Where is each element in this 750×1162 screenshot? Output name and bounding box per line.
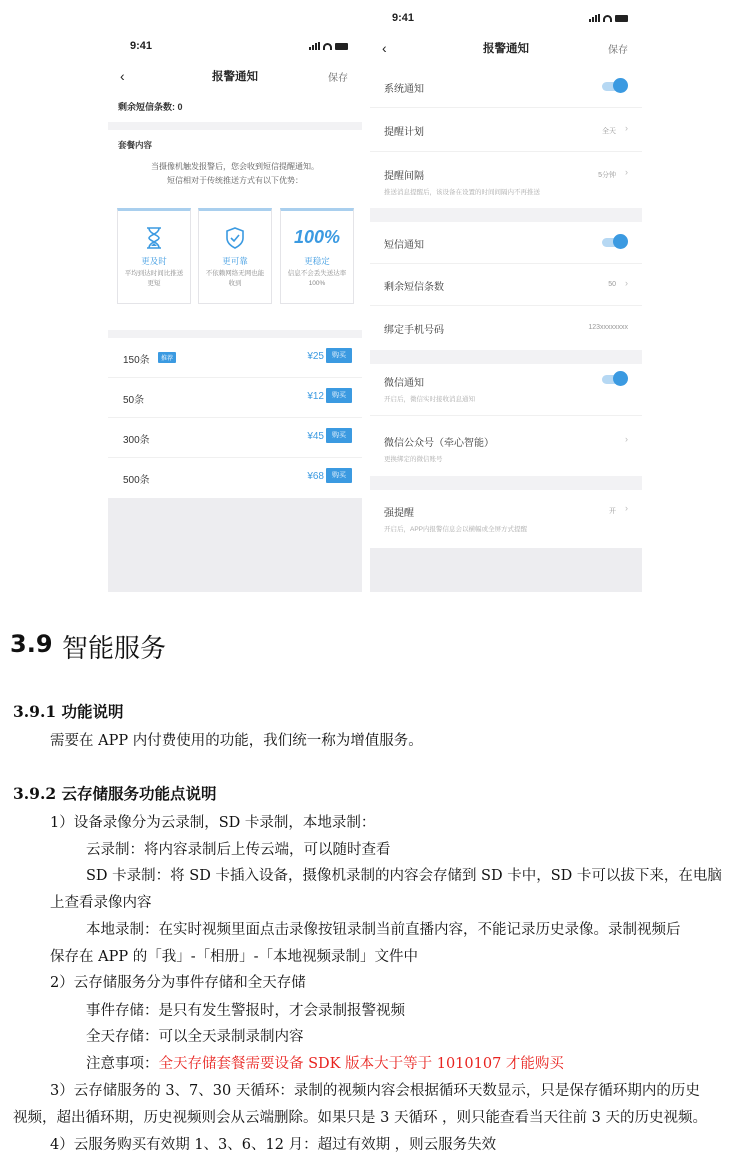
package-price: ¥25 (307, 351, 324, 362)
setting-remaining-sms[interactable] (370, 264, 642, 306)
status-indicators (309, 42, 348, 50)
setting-label: 强提醒 (384, 508, 414, 519)
package-title: 套餐内容 (118, 140, 153, 150)
chevron-right-icon: › (625, 503, 628, 513)
status-time: 9:41 (130, 40, 153, 52)
description-line-2: 短信相对于传统推送方式有以下优势： (167, 176, 303, 185)
package-item[interactable] (108, 378, 362, 418)
feature-card-timely (117, 208, 191, 304)
right-phone-screenshot (370, 0, 642, 592)
package-item[interactable] (108, 338, 362, 378)
card-description: 不依赖网络无网也能收到 (205, 270, 265, 287)
list-item: 2）云存储服务分为事件存储和全天存储 (50, 975, 306, 991)
list-item: 上查看录像内容 (50, 895, 152, 911)
list-item: 4）云服务购买有效期 1、3、6、12 月：超过有效期 ，则云服务失效 (50, 1137, 497, 1153)
package-price: ¥12 (307, 391, 324, 402)
feature-card-stable (280, 208, 354, 304)
package-price: ¥45 (307, 431, 324, 442)
buy-button[interactable]: 购买 (326, 468, 352, 483)
divider (370, 208, 642, 222)
description-line-1: 当摄像机触发报警后，您会收到短信提醒通知。 (151, 162, 319, 171)
subsection-heading: 3.9.2 云存储服务功能点说明 (13, 784, 217, 803)
setting-label: 提醒计划 (384, 127, 424, 138)
paragraph: 需要在 APP 内付费使用的功能，我们统一称为增值服务。 (50, 733, 423, 749)
section-number: 3.9 (10, 630, 53, 658)
divider (108, 330, 362, 338)
shield-check-icon (199, 227, 271, 251)
wifi-icon (323, 43, 332, 50)
page-title: 报警通知 (212, 71, 258, 83)
back-icon[interactable]: ‹ (120, 68, 125, 84)
nav-bar (370, 40, 642, 60)
setting-reminder-schedule[interactable] (370, 108, 642, 152)
buy-button[interactable]: 购买 (326, 388, 352, 403)
hourglass-icon (118, 227, 190, 251)
package-item[interactable] (108, 418, 362, 458)
setting-label: 短信通知 (384, 240, 424, 251)
package-name: 50条 (123, 395, 145, 406)
section-title: 智能服务 (62, 634, 167, 664)
setting-value: 5分钟 (598, 172, 616, 179)
setting-wechat-account[interactable] (370, 416, 642, 476)
buy-button[interactable]: 购买 (326, 428, 352, 443)
save-button[interactable]: 保存 (328, 73, 348, 84)
page-title: 报警通知 (483, 43, 529, 55)
100-percent-icon: 100% (293, 227, 341, 247)
list-item: 事件存储：是只有发生警报时，才会录制报警视频 (86, 1003, 405, 1019)
setting-label: 微信通知 (384, 378, 424, 389)
card-title: 更可靠 (222, 256, 248, 266)
setting-system-notification[interactable] (370, 66, 642, 108)
list-item: 全天存储：可以全天录制录制内容 (86, 1029, 304, 1045)
package-name: 150条 (123, 355, 150, 366)
back-icon[interactable]: ‹ (382, 40, 387, 56)
package-price: ¥68 (307, 471, 324, 482)
note-warning: 全天存储套餐需要设备 SDK 版本大于等于 1010107 才能购买 (158, 1056, 564, 1072)
wifi-icon (603, 15, 612, 22)
chevron-right-icon: › (625, 123, 628, 133)
setting-strong-reminder[interactable] (370, 490, 642, 548)
setting-label: 剩余短信条数 (384, 282, 444, 293)
setting-hint: 开启后，微信实时接收消息通知 (384, 396, 475, 403)
setting-bound-phone[interactable] (370, 306, 642, 350)
bottom-blank-area (108, 498, 362, 592)
save-button[interactable]: 保存 (608, 45, 628, 56)
setting-sms-notification[interactable] (370, 222, 642, 264)
card-description: 平均到达时间比推送更短 (124, 270, 184, 287)
setting-label: 绑定手机号码 (384, 325, 444, 336)
card-title: 更及时 (141, 256, 167, 266)
setting-value: 123xxxxxxxx (588, 324, 628, 331)
buy-button[interactable]: 购买 (326, 348, 352, 363)
toggle-switch[interactable] (600, 234, 628, 250)
setting-value: 开 (609, 508, 616, 515)
divider (108, 122, 362, 130)
setting-hint: 开启后，APP内报警信息会以横幅或全屏方式提醒 (384, 526, 528, 533)
card-title: 更稳定 (304, 256, 330, 266)
feature-card-reliable (198, 208, 272, 304)
list-item: 云录制：将内容录制后上传云端，可以随时查看 (86, 842, 391, 858)
divider (370, 350, 642, 364)
card-description: 信息不会丢失送达率100% (287, 270, 347, 287)
note-line (86, 1052, 564, 1073)
setting-label: 系统通知 (384, 84, 424, 95)
setting-hint: 更换绑定的微信账号 (384, 456, 443, 463)
setting-label: 提醒间隔 (384, 171, 424, 182)
status-time: 9:41 (392, 12, 415, 24)
recommend-badge: 推荐 (158, 352, 176, 363)
setting-label: 微信公众号（牵心智能） (384, 438, 494, 449)
status-indicators (589, 14, 628, 22)
list-item: 保存在 APP 的「我」-「相册」-「本地视频录制」文件中 (50, 949, 418, 965)
left-phone-screenshot (108, 28, 362, 592)
chevron-right-icon: › (625, 167, 628, 177)
list-item: 3）云存储服务的 3、7、30 天循环：录制的视频内容会根据循环天数显示，只是保存循环期内的历史 (50, 1083, 700, 1099)
package-name: 500条 (123, 475, 150, 486)
package-name: 300条 (123, 435, 150, 446)
remaining-sms-count: 剩余短信条数: 0 (118, 102, 183, 112)
setting-value: 50 (608, 281, 616, 288)
list-item: 1）设备录像分为云录制，SD 卡录制，本地录制： (50, 815, 376, 831)
battery-icon (615, 15, 628, 22)
signal-icon (589, 14, 600, 22)
setting-reminder-interval[interactable] (370, 152, 642, 208)
toggle-switch[interactable] (600, 78, 628, 94)
signal-icon (309, 42, 320, 50)
list-item: 视频，超出循环期，历史视频则会从云端删除。如果只是 3 天循环 ，则只能查看当天往前 3 天的历史视频。 (13, 1110, 707, 1126)
subsection-heading: 3.9.1 功能说明 (13, 702, 124, 721)
setting-value: 全天 (602, 128, 616, 135)
toggle-switch[interactable] (600, 371, 628, 387)
note-label: 注意事项： (86, 1056, 159, 1072)
battery-icon (335, 43, 348, 50)
list-item: SD 卡录制：将 SD 卡插入设备，摄像机录制的内容会存储到 SD 卡中，SD 卡可以拔下来，在电脑 (86, 868, 722, 884)
setting-wechat-notification[interactable] (370, 364, 642, 416)
setting-hint: 推送消息提醒后，该设备在设置的时间间隔内不再推送 (384, 189, 540, 196)
chevron-right-icon: › (625, 434, 628, 444)
list-item: 本地录制：在实时视频里面点击录像按钮录制当前直播内容，不能记录历史录像。录制视频后 (86, 922, 681, 938)
chevron-right-icon: › (625, 278, 628, 288)
bottom-blank-area (370, 548, 642, 592)
divider (370, 476, 642, 490)
package-item[interactable] (108, 458, 362, 498)
nav-bar (108, 68, 362, 88)
